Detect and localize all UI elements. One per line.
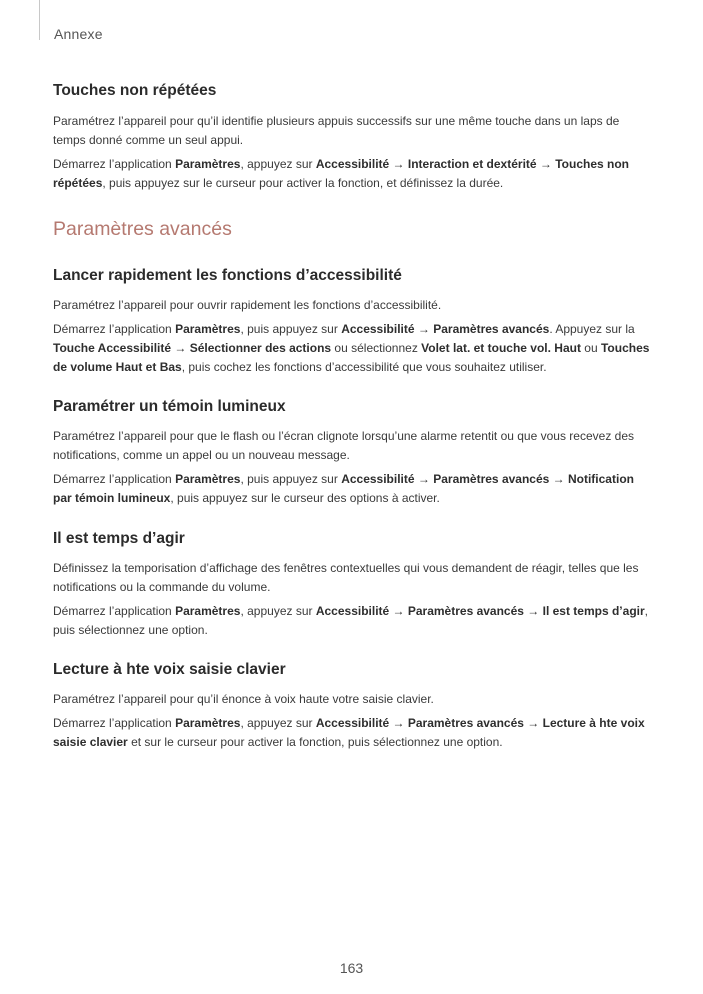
heading-lancer-rapidement: Lancer rapidement les fonctions d’accessibilité [53,267,402,284]
margin-rule [39,0,40,40]
page-number: 163 [339,960,364,976]
lancer-description: Paramétrez l’appareil pour ouvrir rapidement les fonctions d’accessibilité. [53,298,442,312]
heading-touches-non-repetees: Touches non répétées [53,82,217,99]
section-label: Annexe [54,26,103,42]
agir-description: Définissez la temporisation d’affichage des fenêtres contextuelles qui vous demandent de réagir, telles que les notifications ou la commande du volume. [53,561,639,594]
heading-lecture-voix: Lecture à hte voix saisie clavier [53,661,286,678]
touches-instructions: Démarrez l’application Paramètres, appuyez sur Accessibilité → Interaction et dextérité → Touches non répétées, puis appuyez sur le curseur pour activer la fonction, et définissez la durée. [53,157,630,190]
heading-parametres-avances: Paramètres avancés [53,218,232,240]
heading-temoin-lumineux: Paramétrer un témoin lumineux [53,398,286,415]
heading-il-est-temps-dagir: Il est temps d’agir [53,530,185,547]
agir-instructions: Démarrez l’application Paramètres, appuyez sur Accessibilité → Paramètres avancés → Il est temps d’agir, puis sélectionnez une option. [53,604,648,637]
lecture-description: Paramétrez l’appareil pour qu’il énonce à voix haute votre saisie clavier. [53,692,434,706]
temoin-instructions: Démarrez l’application Paramètres, puis appuyez sur Accessibilité → Paramètres avancés → Notification par témoin lumineux, puis appuyez sur le curseur des options à activer. [53,472,634,505]
lancer-instructions: Démarrez l’application Paramètres, puis appuyez sur Accessibilité → Paramètres avancés. Appuyez sur la Touche Accessibilité → Sélectionner des actions ou sélectionnez Volet lat. et touche vol. Haut ou Touches de volume Haut et Bas, puis cochez les fonctions d’accessibilité que vous souhaitez utiliser. [53,322,650,374]
lecture-instructions: Démarrez l’application Paramètres, appuyez sur Accessibilité → Paramètres avancés → Lecture à hte voix saisie clavier et sur le curseur pour activer la fonction, puis sélectionnez une option. [53,716,645,749]
touches-description: Paramétrez l’appareil pour qu’il identifie plusieurs appuis successifs sur une même touche dans un laps de temps donné comme un seul appui. [53,114,620,147]
temoin-description: Paramétrez l’appareil pour que le flash ou l’écran clignote lorsqu’une alarme retentit ou que vous recevez des notifications, comme un appel ou un nouveau message. [53,429,634,462]
